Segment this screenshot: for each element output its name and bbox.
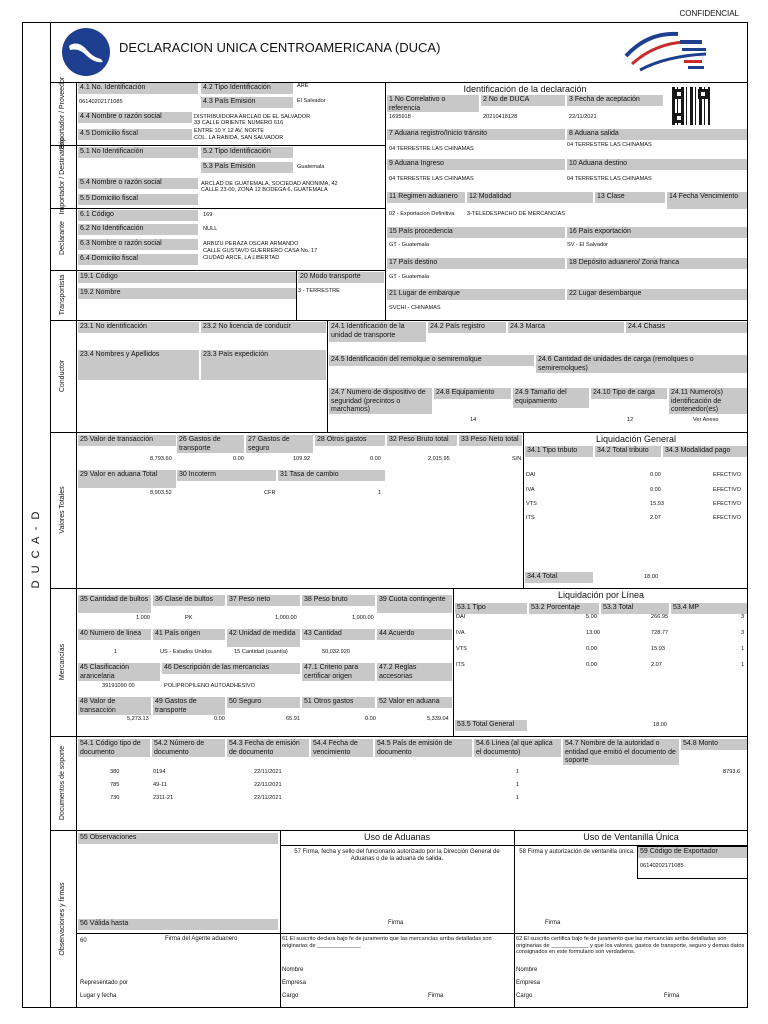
label-15: 15 País procedencia bbox=[387, 227, 565, 238]
form-title: DECLARACION UNICA CENTROAMERICANA (DUCA) bbox=[119, 40, 441, 55]
label-30: 30 Incoterm bbox=[177, 470, 276, 481]
liq-total: 0.00 bbox=[650, 487, 661, 493]
value-35: 1.000 bbox=[136, 615, 150, 621]
label-40: 40 Numero de linea bbox=[78, 629, 151, 640]
label-24-8: 24.8 Equipamiento bbox=[434, 388, 511, 399]
label-5-1: 5.1 No Identificación bbox=[78, 147, 198, 158]
value-29: 8,903.52 bbox=[150, 490, 172, 496]
liql-porcentaje: 0.00 bbox=[586, 646, 597, 652]
label-47-2: 47.2 Reglas accesorias bbox=[377, 663, 452, 681]
label-54-6: 54.6 Línea (al que aplica el documento) bbox=[474, 739, 561, 757]
label-46: 46 Descripción de las mercancías bbox=[162, 663, 300, 674]
label-52: 52 Valor en aduana bbox=[377, 697, 452, 708]
label-59: 59 Código de Exportador bbox=[638, 847, 747, 858]
firma-58: Firma bbox=[545, 920, 561, 926]
label-36: 36 Clase de bultos bbox=[153, 595, 225, 606]
label-34-1: 34.1 Tipo tributo bbox=[525, 446, 593, 457]
label-24-11: 24.11 Numero(s) identificación de contenedor(es) bbox=[669, 388, 747, 414]
section-importer: Importador / Destinatario bbox=[59, 137, 66, 215]
value-3: 22/11/2021 bbox=[569, 114, 597, 120]
cargo-61: Cargo bbox=[282, 993, 299, 999]
nombre-62: Nombre bbox=[516, 967, 538, 973]
label-24-9: 24.9 Tamaño del equipamiento bbox=[513, 388, 589, 408]
cargo-62: Cargo bbox=[516, 993, 533, 999]
value-15: GT - Guatemala bbox=[389, 242, 430, 248]
value-17: GT - Guatemala bbox=[389, 274, 430, 280]
label-21: 21 Lugar de embarque bbox=[387, 289, 565, 300]
label-3: 3 Fecha de aceptación bbox=[567, 95, 663, 106]
liql-header: Liquidación por Línea bbox=[557, 590, 645, 600]
label-25: 25 Valor de transacción bbox=[78, 435, 176, 446]
label-22: 22 Lugar desembarque bbox=[567, 289, 747, 300]
lugar-fecha: Lugar y fecha bbox=[80, 993, 117, 999]
label-43: 43 Cantidad bbox=[302, 629, 375, 640]
label-4-3: 4.3 País Emisión bbox=[201, 97, 293, 108]
liq-modalidad: EFECTIVO bbox=[713, 472, 741, 478]
label-38: 38 Peso bruto bbox=[302, 595, 375, 606]
label-24-10: 24.10 Tipo de carga bbox=[591, 388, 667, 399]
label-53-1: 53.1 Tipo bbox=[455, 603, 527, 614]
liql-tipo: DAI bbox=[456, 614, 466, 620]
liq-modalidad: EFECTIVO bbox=[713, 487, 741, 493]
value-41: US - Estados Unidos bbox=[160, 649, 212, 655]
value-36: PK bbox=[185, 615, 193, 621]
liq-header: Liquidación General bbox=[595, 434, 677, 444]
qr-code-icon bbox=[672, 87, 710, 125]
value-6-2: NULL bbox=[203, 226, 218, 232]
liql-mp: 1 bbox=[741, 662, 745, 668]
label-47-1: 47.1 Criterio para certificar origen bbox=[302, 663, 375, 681]
value-24-11: Ver Anexo bbox=[693, 417, 719, 423]
label-6-4: 6.4 Domicilio fiscal bbox=[78, 254, 198, 265]
value-31: 1 bbox=[378, 490, 382, 496]
value-24-10: 12 bbox=[627, 417, 634, 423]
value-4-4b: 33 CALLE ORIENTE NUMERO 616 bbox=[194, 120, 284, 126]
label-55: 55 Observaciones bbox=[78, 833, 278, 844]
label-4-4: 4.4 Nombre o razón social bbox=[78, 112, 192, 123]
label-48: 48 Valor de transacción bbox=[78, 697, 151, 715]
representado: Representado por bbox=[80, 980, 129, 986]
doc-numero: 2311-21 bbox=[153, 795, 174, 801]
label-14: 14 Fecha Vencimiento bbox=[667, 192, 747, 209]
doc-numero: 0194 bbox=[153, 769, 166, 775]
empresa-61: Empresa bbox=[282, 980, 307, 986]
value-43: 50,032.920 bbox=[322, 649, 350, 655]
label-12: 12 Modalidad bbox=[467, 192, 593, 203]
duca-logo-icon bbox=[60, 27, 112, 77]
label-50: 50 Seguro bbox=[227, 697, 300, 708]
label-53-3: 53.3 Total bbox=[601, 603, 669, 614]
label-28: 28 Otros gastos bbox=[315, 435, 385, 446]
value-28: 0.00 bbox=[370, 456, 381, 462]
value-46: POLIPROPILENO AUTOADHESIVO bbox=[164, 683, 255, 689]
value-9: 04 TERRESTRE LAS CHINAMAS bbox=[389, 176, 474, 182]
label-51: 51 Otros gastos bbox=[302, 697, 375, 708]
label-18: 18 Depósito aduanero/ Zona franca bbox=[567, 258, 747, 269]
value-7: 04 TERRESTRE LAS CHINAMAS bbox=[389, 146, 474, 152]
value-25: 8,793.60 bbox=[150, 456, 172, 462]
value-32: 2,015.95 bbox=[428, 456, 450, 462]
liql-total: 2.07 bbox=[651, 662, 662, 668]
label-6-1: 6.1 Código bbox=[78, 210, 198, 221]
value-6-3b: CALLE GUSTAVO GUERRERO CASA No. 17 bbox=[203, 248, 318, 254]
firma-agente: Firma del Agente aduanero bbox=[165, 936, 238, 942]
value-4-5a: ENTRE 10 Y 12 AV. NORTE bbox=[194, 128, 264, 134]
doc-fecha: 22/11/2021 bbox=[254, 782, 282, 788]
duca-side-label: D U C A - D bbox=[30, 509, 42, 589]
text-58: 58 Firma y autorización de ventanilla única. bbox=[519, 849, 635, 855]
section-totals: Valores Totales bbox=[59, 486, 66, 534]
value-6-4: CIUDAD ARCE, LA LIBERTAD bbox=[203, 255, 280, 261]
section-obs: Observaciones y firmas bbox=[59, 882, 66, 956]
doc-numero: 49-11 bbox=[153, 782, 167, 788]
value-6-3a: ARBIZU PERAZA OSCAR ARMANDO bbox=[203, 241, 299, 247]
liq-total: 2.07 bbox=[650, 515, 661, 521]
value-20: 3 - TERRESTRE bbox=[298, 288, 340, 294]
label-24-7: 24.7 Numero de dispositivo de seguridad (precintos o marchamos) bbox=[329, 388, 432, 414]
empresa-62: Empresa bbox=[516, 980, 541, 986]
section-docs: Documentos de soporte bbox=[59, 745, 66, 821]
liq-total: 0.00 bbox=[650, 472, 661, 478]
value-5-3: Guatemala bbox=[297, 164, 325, 170]
label-5-5: 5.5 Domicilio fiscal bbox=[78, 194, 198, 205]
label-16: 16 País exportación bbox=[567, 227, 747, 238]
label-54-2: 54.2 Número de documento bbox=[152, 739, 225, 757]
label-19-1: 19.1 Código bbox=[78, 272, 296, 283]
label-26: 26 Gastos de transporte bbox=[177, 435, 244, 453]
label-23-4: 23.4 Nombres y Apellidos bbox=[78, 350, 199, 380]
label-8: 8 Aduana salida bbox=[567, 129, 747, 140]
value-42: 15 Cantidad (cuantía) bbox=[234, 649, 288, 655]
label-34-3: 34.3 Modalidad pago bbox=[663, 446, 747, 457]
nombre-61: Nombre bbox=[282, 967, 304, 973]
liq-tipo: ITS bbox=[526, 515, 535, 521]
label-42: 42 Unidad de medida bbox=[227, 629, 300, 647]
liq-tipo: IVA bbox=[526, 487, 535, 493]
label-53-5: 53.5 Total General bbox=[455, 720, 527, 731]
value-59: 06140202171085 bbox=[640, 863, 684, 869]
doc-linea: 1 bbox=[516, 782, 520, 788]
label-19-2: 19.2 Nombre bbox=[78, 288, 296, 299]
liq-total: 15.93 bbox=[650, 501, 664, 507]
liq-tipo: DAI bbox=[526, 472, 536, 478]
section-declarant: Declarante bbox=[59, 221, 66, 255]
liql-total: 266.95 bbox=[651, 614, 669, 620]
label-5-2: 5.2 Tipo Identificación bbox=[201, 147, 293, 158]
text-57: 57 Firma, fecha y sello del funcionario autorizado por la Dirección General de Aduanas o de la aduana de salida. bbox=[294, 849, 500, 862]
value-37: 1,000.00 bbox=[275, 615, 297, 621]
label-54-5: 54.5 País de emisión de documento bbox=[375, 739, 472, 757]
liql-porcentaje: 13.00 bbox=[586, 630, 600, 636]
liql-mp: 3 bbox=[741, 630, 745, 636]
label-39: 39 Cuota contingente bbox=[377, 595, 452, 613]
liql-total: 15.93 bbox=[651, 646, 665, 652]
value-38: 1,000.00 bbox=[352, 615, 374, 621]
value-50: 65.91 bbox=[286, 716, 300, 722]
label-6-3: 6.3 Nombre o razón social bbox=[78, 239, 198, 250]
firma-62: Firma bbox=[664, 993, 680, 999]
section-goods: Mercancías bbox=[59, 643, 66, 681]
text-61: 61 El suscrito declara bajo fe de juramento que las mercancías arriba detalladas son originarias de ______________ bbox=[282, 936, 492, 949]
text-60: 60 bbox=[80, 938, 87, 944]
uso-vu-header: Uso de Ventanilla Única bbox=[583, 832, 679, 842]
section-transport: Transportista bbox=[59, 274, 66, 316]
doc-linea: 1 bbox=[516, 795, 520, 801]
liq-modalidad: EFECTIVO bbox=[713, 501, 741, 507]
doc-fecha: 22/11/2021 bbox=[254, 795, 282, 801]
firma-57: Firma bbox=[388, 920, 404, 926]
value-45: 39191090 00 bbox=[102, 683, 135, 689]
doc-monto: 8793.6 bbox=[723, 769, 741, 775]
label-1: 1 No Correlativo o referencia bbox=[387, 95, 479, 112]
value-51: 0.00 bbox=[365, 716, 376, 722]
label-24-1: 24.1 Identificación de la unidad de transporte bbox=[329, 322, 426, 342]
liql-porcentaje: 5.00 bbox=[586, 614, 597, 620]
value-27: 109.92 bbox=[293, 456, 311, 462]
liql-porcentaje: 0.00 bbox=[586, 662, 597, 668]
label-49: 49 Gastos de transporte bbox=[153, 697, 225, 715]
label-2: 2 No de DUCA bbox=[481, 95, 565, 106]
label-54-4: 54.4 Fecha de vencimiento bbox=[311, 739, 373, 757]
label-54-3: 54.3 Fecha de emisión de documento bbox=[227, 739, 309, 757]
value-16: SV - El Salvador bbox=[567, 242, 609, 248]
value-10: 04 TERRESTRE LAS CHINAMAS bbox=[567, 176, 652, 182]
liql-mp: 1 bbox=[741, 646, 745, 652]
value-5-4a: ARCLAD DE GUATEMALA, SOCIEDAD ANONIMA, 42 bbox=[201, 181, 338, 187]
label-4-2: 4.2 Tipo Identificación bbox=[201, 83, 293, 94]
doc-codigo: 380 bbox=[110, 769, 120, 775]
label-24-4: 24.4 Chasis bbox=[626, 322, 747, 333]
value-4-1: 06140202171085 bbox=[79, 99, 123, 105]
label-24-2: 24.2 País registro bbox=[428, 322, 506, 333]
doc-codigo: 785 bbox=[110, 782, 120, 788]
label-31: 31 Tasa de cambio bbox=[278, 470, 385, 481]
label-17: 17 País destino bbox=[387, 258, 565, 269]
label-6-2: 6.2 No Identificación bbox=[78, 224, 198, 235]
value-5-4b: CALLE 23-00, ZONA 12 BODEGA 6, GUATEMALA bbox=[201, 187, 328, 193]
label-44: 44 Acuerdo bbox=[377, 629, 452, 640]
customs-emblem-icon bbox=[618, 26, 714, 78]
doc-fecha: 22/11/2021 bbox=[254, 769, 282, 775]
label-56: 56 Válida hasta bbox=[78, 919, 278, 930]
label-29: 29 Valor en aduana Total bbox=[78, 470, 176, 488]
label-13: 13 Clase bbox=[595, 192, 665, 203]
value-1: 1695918 bbox=[389, 114, 411, 120]
label-24-3: 24.3 Marca bbox=[508, 322, 624, 333]
label-20: 20 Modo transporte bbox=[298, 272, 384, 283]
doc-codigo: 730 bbox=[110, 795, 120, 801]
liql-mp: 3 bbox=[741, 614, 745, 620]
value-53-5: 18.00 bbox=[653, 722, 667, 728]
label-11: 11 Regimen aduanero bbox=[387, 192, 465, 203]
label-37: 37 Peso neto bbox=[227, 595, 300, 606]
label-10: 10 Aduana destino bbox=[567, 159, 747, 170]
label-34-4: 34.4 Total bbox=[525, 572, 593, 583]
doc-linea: 1 bbox=[516, 769, 520, 775]
text-62: 62 El suscrito certifica bajo fe de juramento que las mercancías arriba detalladas son originarias de ____________ y que los valores, gastos de transporte, seguro y demas datos consignados en este formulario son verdaderos. bbox=[516, 936, 745, 955]
label-34-2: 34.2 Total tributo bbox=[595, 446, 661, 457]
label-23-3: 23.3 País expedición bbox=[201, 350, 326, 380]
firma-61: Firma bbox=[428, 993, 444, 999]
label-27: 27 Gastos de seguro bbox=[246, 435, 313, 453]
value-48: 5,273.13 bbox=[127, 716, 149, 722]
label-4-1: 4.1 No. Identificación bbox=[78, 83, 198, 94]
section-driver: Conductor bbox=[59, 359, 66, 393]
label-24-5: 24.5 Identificación del remolque o semiremolque bbox=[329, 355, 534, 366]
label-54-1: 54.1 Código tipo de documento bbox=[78, 739, 150, 757]
label-53-4: 53.4 MP bbox=[671, 603, 747, 614]
liql-tipo: VTS bbox=[456, 646, 467, 652]
label-5-4: 5.4 Nombre o razón social bbox=[78, 178, 198, 189]
liql-tipo: IVA bbox=[456, 630, 465, 636]
value-24-8: 14 bbox=[470, 417, 477, 423]
value-12: 3-TELEDESPACHO DE MERCANCIAS bbox=[467, 211, 566, 217]
label-9: 9 Aduana Ingreso bbox=[387, 159, 565, 170]
value-8: 04 TERRESTRE LAS CHINAMAS bbox=[567, 142, 652, 148]
label-33: 33 Peso Neto total bbox=[459, 435, 522, 446]
value-33: S/N bbox=[512, 456, 522, 462]
id-header: Identificación de la declaración bbox=[463, 84, 587, 94]
label-54-7: 54.7 Nombre de la autoridad o entidad que emitió el documento de soporte bbox=[563, 739, 679, 765]
value-4-4a: DISTRIBUIDORA ARCLAD DE EL SALVADOR bbox=[194, 114, 311, 120]
label-5-3: 5.3 País Emisión bbox=[201, 162, 293, 173]
value-4-5b: COL. LA RABIDA, SAN SALVADOR bbox=[194, 135, 284, 141]
value-21: SVCHI - CHINAMAS bbox=[389, 305, 441, 311]
label-4-5: 4.5 Domicilio fiscal bbox=[78, 129, 192, 140]
section-exporter: Exportador / Proveedor bbox=[59, 76, 66, 150]
liql-tipo: ITS bbox=[456, 662, 465, 668]
label-23-2: 23.2 No licencia de conducir bbox=[201, 322, 326, 333]
value-2: 20210418128 bbox=[483, 114, 518, 120]
value-6-1: 169 bbox=[203, 212, 213, 218]
liq-modalidad: EFECTIVO bbox=[713, 515, 741, 521]
label-24-6: 24.6 Cantidad de unidades de carga (remolques o semiremolques) bbox=[536, 355, 747, 373]
confidential-label: CONFIDENCIAL bbox=[679, 9, 739, 18]
label-53-2: 53.2 Porcentaje bbox=[529, 603, 599, 614]
value-4-3: El Salvador bbox=[297, 98, 326, 104]
value-49: 0.00 bbox=[214, 716, 225, 722]
label-35: 35 Cantidad de bultos bbox=[78, 595, 151, 613]
label-7: 7 Aduana registro/Inicio tránsito bbox=[387, 129, 565, 140]
value-34-4: 18.00 bbox=[644, 574, 658, 580]
label-32: 32 Peso Bruto total bbox=[387, 435, 457, 446]
value-30: CFR bbox=[264, 490, 276, 496]
liq-tipo: VTS bbox=[526, 501, 537, 507]
label-41: 41 País origen bbox=[153, 629, 225, 640]
value-52: 5,339.04 bbox=[427, 716, 449, 722]
label-54-8: 54.8 Monto bbox=[681, 739, 747, 750]
label-45: 45 Clasificación arancelaria bbox=[78, 663, 160, 681]
value-26: 0.00 bbox=[233, 456, 244, 462]
value-11: 02 - Exportacion Definitiva bbox=[389, 211, 455, 217]
value-40: 1 bbox=[114, 649, 118, 655]
uso-aduanas-header: Uso de Aduanas bbox=[363, 832, 431, 842]
liql-total: 728.77 bbox=[651, 630, 669, 636]
value-4-2: ARE bbox=[297, 83, 309, 89]
label-23-1: 23.1 No identificación bbox=[78, 322, 199, 333]
